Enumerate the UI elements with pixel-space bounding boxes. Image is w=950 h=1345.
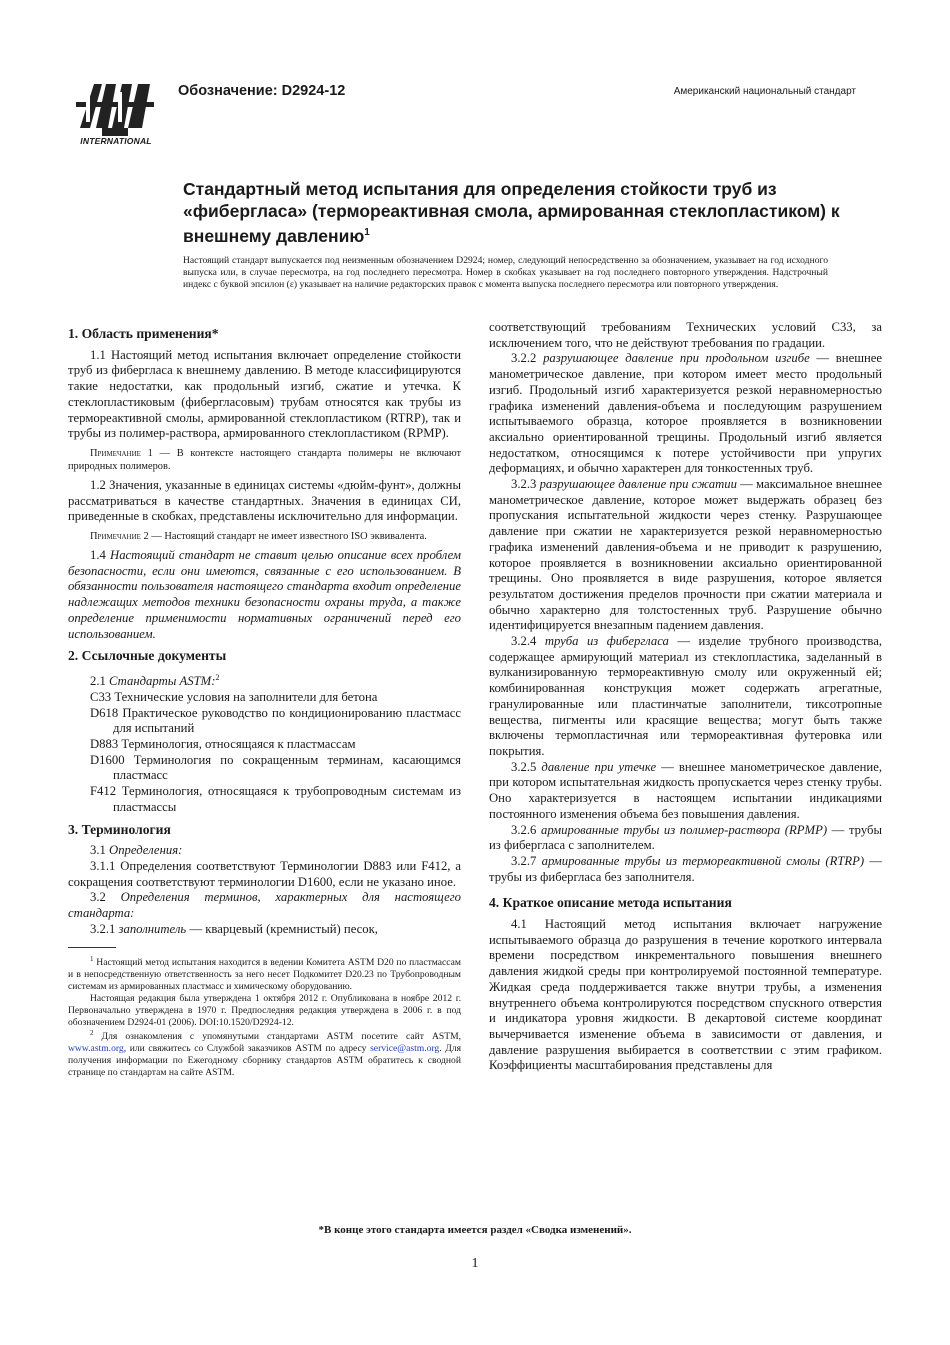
para-1-4 xyxy=(68,548,461,642)
para-1-4-num: 1.4 xyxy=(90,548,111,563)
para-3-2-6 xyxy=(489,823,882,854)
footnote-2-text-b: , или свяжитесь со Службой заказчиков ASTM по адресу xyxy=(123,1043,371,1055)
note-2-text: — Настоящий стандарт не имеет известного ISO эквивалента. xyxy=(148,531,427,543)
para-3-2-5-num: 3.2.5 xyxy=(511,759,542,774)
para-3-2-text: Определения терминов, характерных для настоящего стандарта: xyxy=(68,890,461,921)
right-column xyxy=(489,320,882,1074)
para-3-2-3-text: — максимальное внешнее манометрическое давление, которое может выдержать образец без пропускания испытательной жидкости через стенку. Разрушающее давление при сжатии не характеризуется резкой неравномерностью графика изменений давления-объема и не приводит к разрушению, которое проявляется в возникновении аксиально ориентированной трещины. Оно проявляется в виде разрушения, которое является результатом достижения пределов прочности при сжатии материала и обычно характерно для толстостенных труб. Разрушение обычно идентифицируется внезапным падением давления. xyxy=(489,477,882,633)
para-3-1-num: 3.1 xyxy=(90,843,110,858)
para-4-1: 4.1 Настоящий метод испытания включает нагружение испытываемого образца до разрушения в течение короткого интервала времени посредством инкрементального повышения внешнего давления жидкой среды при контролируемой постоянной температуре. Жидкая среда поддерживается также внутри трубы, а изменения внутреннего объема контролируются посредством спускного отверстия и индикатора уровня жидкости. В декартовой системе координат вычерчивается изменение объема в зависимости от давления, и давление разрушения выбирается в соответствии с этим графиком. Коэффициенты масштабирования представлены для xyxy=(489,917,882,1073)
page-number: 1 xyxy=(471,1256,479,1271)
para-3-2-7-text: — трубы из фибергласа без заполнителя. xyxy=(489,853,883,884)
footnote-1-text: Настоящий метод испытания находится в ведении Комитета ASTM D20 по пластмассам и в непосредственную ответственность за него несет Подкомитет D20.23 по Трубопроводным системам из армированных пластмасс и химическому оборудованию. xyxy=(68,957,461,993)
para-3-2-5-text: — внешнее манометрическое давление, при котором испытательная жидкость пропускается через стенку трубы. Оно характеризуется в настоящем испытании индикациями постоянного изменения объема без повышения давления. xyxy=(489,759,882,821)
para-2-1-text: Стандарты ASTM: xyxy=(109,674,216,689)
para-3-2-7-num: 3.2.7 xyxy=(511,853,542,868)
para-1-4-text: Настоящий стандарт не ставит целью описание всех проблем безопасности, если они имеются, связанные с его использованием. В обязанности пользователя настоящего стандарта входит определение надлежащих методов техники безопасности охраны труда, а также определение применимости нормативных ограничений перед его использованием. xyxy=(68,548,461,641)
footnote-2-text-c: . Для получения информации по Ежегодному сборнику стандартов ASTM обратитесь к сводной странице по стандартам на сайте ASTM. xyxy=(68,1043,461,1078)
footnote-2 xyxy=(68,1028,461,1078)
title-footnote-ref: 1 xyxy=(364,227,370,238)
para-3-2-1-term: заполнитель xyxy=(118,921,187,936)
title-text: Стандартный метод испытания для определения стойкости труб из «фибергласа» (термореактивная смола, армированная стеклопластиком) к внешнему давлению xyxy=(183,179,840,246)
note-2-label: Примечание 2 xyxy=(90,531,149,543)
para-3-2-4 xyxy=(489,634,882,760)
para-3-1-1: 3.1.1 Определения соответствуют Терминологии D883 или F412, а сокращения соответствуют терминологии D1600, если не указано иное. xyxy=(68,858,461,889)
footnote-2-sup: 2 xyxy=(90,1029,94,1038)
astm-email-link[interactable]: service@astm.org xyxy=(370,1043,440,1055)
para-3-2-6-term: армированные трубы из полимер-раствора (RPMP) xyxy=(540,822,828,837)
para-2-1-sup: 2 xyxy=(215,672,220,682)
footnote-1-sup: 1 xyxy=(90,955,94,964)
para-3-2-4-text: — изделие трубного производства, содержащее армирующий материал из стеклопластика, заделанный в вулканизированную термореактивную смолу или окруженный ей; комбинированная конструкция может содержать агрегатные, гранулированные или пластинчатые заполнители, тиксотропные вещества, пигменты или красящие вещества; могут быть также включены термопластичная или термореактивная футеровка или покрытия. xyxy=(489,634,883,758)
left-column xyxy=(68,320,461,1079)
para-3-2-5-term: давление при утечке xyxy=(541,759,657,774)
section-4-heading: 4. Краткое описание метода испытания xyxy=(489,895,732,911)
section-2-heading: 2. Ссылочные документы xyxy=(68,648,227,664)
para-3-2-5 xyxy=(489,760,882,823)
reference-d618: D618 Практическое руководство по кондиционированию пластмасс для испытаний xyxy=(90,705,461,736)
footnote-1b: Настоящая редакция была утверждена 1 октября 2012 г. Опубликована в ноябре 2012 г. Первоначально утверждена в 1970 г. Предпоследняя редакция утверждена в 2006 г. в под обозначением D2924-01 (2006). DOI:10.1520/D2924-12. xyxy=(68,993,461,1028)
para-2-1 xyxy=(68,670,461,690)
para-3-2-4-term: труба из фибергласа xyxy=(544,634,669,649)
footnote-divider xyxy=(68,947,116,948)
para-3-1 xyxy=(68,843,461,859)
reference-d883: D883 Терминология, относящаяся к пластмассам xyxy=(90,737,356,751)
para-3-2-7 xyxy=(489,854,882,885)
para-3-2-2 xyxy=(489,351,882,477)
para-3-2-3-num: 3.2.3 xyxy=(511,477,540,492)
para-3-2-6-num: 3.2.6 xyxy=(511,822,541,837)
note-1-text: — В контексте настоящего стандарта полимеры не включают природных полимеров. xyxy=(68,447,461,472)
para-3-2-3 xyxy=(489,477,882,634)
document-title xyxy=(183,178,843,247)
reference-d1600: D1600 Терминология по сокращенным терминам, касающимся пластмасс xyxy=(90,752,461,783)
para-3-2-6-text: — трубы из фибергласа с заполнителем. xyxy=(489,822,882,853)
footnote-1 xyxy=(68,954,461,993)
logo-text: INTERNATIONAL xyxy=(80,136,152,146)
reference-f412: F412 Терминология, относящаяся к трубопроводным системам из пластмассы xyxy=(90,784,461,814)
footnote-2-text-a: Для ознакомления с упомянутыми стандартами ASTM посетите сайт ASTM, xyxy=(101,1031,461,1043)
para-3-2-1-num: 3.2.1 xyxy=(90,921,119,936)
para-3-2-1 xyxy=(68,922,461,938)
para-3-2-2-text: — внешнее манометрическое давление, при котором имеет место продольный изгиб. Продольный изгиб характеризуется резкой неравномерностью графика изменений давления-объема и последующим разрушением испытываемого образца, которое проявляется в возникновении аксиально ориентированной трещины. Продольный изгиб является недостатком, относящимся к потере устойчивости при упругих деформациях, и обычно характерен для тонкостенных труб. xyxy=(489,351,883,476)
national-standard-label: Американский национальный стандарт xyxy=(673,86,856,97)
para-3-2-1-text: — кварцевый (кремнистый) песок, xyxy=(186,921,378,936)
para-1-2: 1.2 Значения, указанные в единицах системы «дюйм-фунт», должны рассматриваться в качестве стандартных. Значения в единицах СИ, приведенные в скобках, представлены исключительно для информации. xyxy=(68,477,461,524)
section-1-heading: 1. Область применения* xyxy=(68,326,219,341)
para-3-2-4-num: 3.2.4 xyxy=(511,634,545,649)
para-3-2 xyxy=(68,890,461,921)
preamble: Настоящий стандарт выпускается под неизменным обозначением D2924; номер, следующий непосредственно за обозначением, указывает на год исходного выпуска или, в случае пересмотра, на год последнего пересмотра. Номер в скобках указывает на год последнего повторного утверждения. Надстрочный индекс с буквой эпсилон (ε) указывает на наличие редакторских правок с момента выпуска последнего пересмотра или повторного утверждения. xyxy=(183,255,828,290)
para-2-1-num: 2.1 xyxy=(90,674,110,689)
para-3-1-text: Определения: xyxy=(109,843,183,858)
summary-of-changes-note: *В конце этого стандарта имеется раздел «Сводка изменений». xyxy=(318,1224,632,1236)
para-3-2-1-continued: соответствующий требованиям Технических условий C33, за исключением того, что не действуют требования по градации. xyxy=(489,320,882,350)
note-2 xyxy=(68,530,461,543)
para-1-1: 1.1 Настоящий метод испытания включает определение стойкости труб из фибергласа к внешнему давлению. В методе классифицируются такие недостатки, как продольный изгиб, сжатие и утечка. К стеклопластиковым (фибергласовым) трубам относятся как трубы из термореактивной смолы, армированной стеклопластиком (RTRP), так и трубы из полимер-раствора, армированного стеклопластиком (RPMP). xyxy=(68,347,461,441)
para-3-2-7-term: армированные трубы из термореактивной смолы (RTRP) xyxy=(541,853,865,868)
para-3-2-2-term: разрушающее давление при продольном изгибе xyxy=(543,351,810,366)
para-3-2-2-num: 3.2.2 xyxy=(511,351,544,366)
note-1 xyxy=(68,447,461,473)
note-1-label: Примечание 1 xyxy=(90,447,153,459)
section-3-heading: 3. Терминология xyxy=(68,821,171,837)
astm-website-link[interactable]: www.astm.org xyxy=(68,1043,124,1055)
reference-c33: C33 Технические условия на заполнители для бетона xyxy=(90,689,378,704)
para-3-2-3-term: разрушающее давление при сжатии xyxy=(539,477,737,492)
para-3-2-num: 3.2 xyxy=(90,890,121,905)
designation: Обозначение: D2924-12 xyxy=(178,83,346,99)
